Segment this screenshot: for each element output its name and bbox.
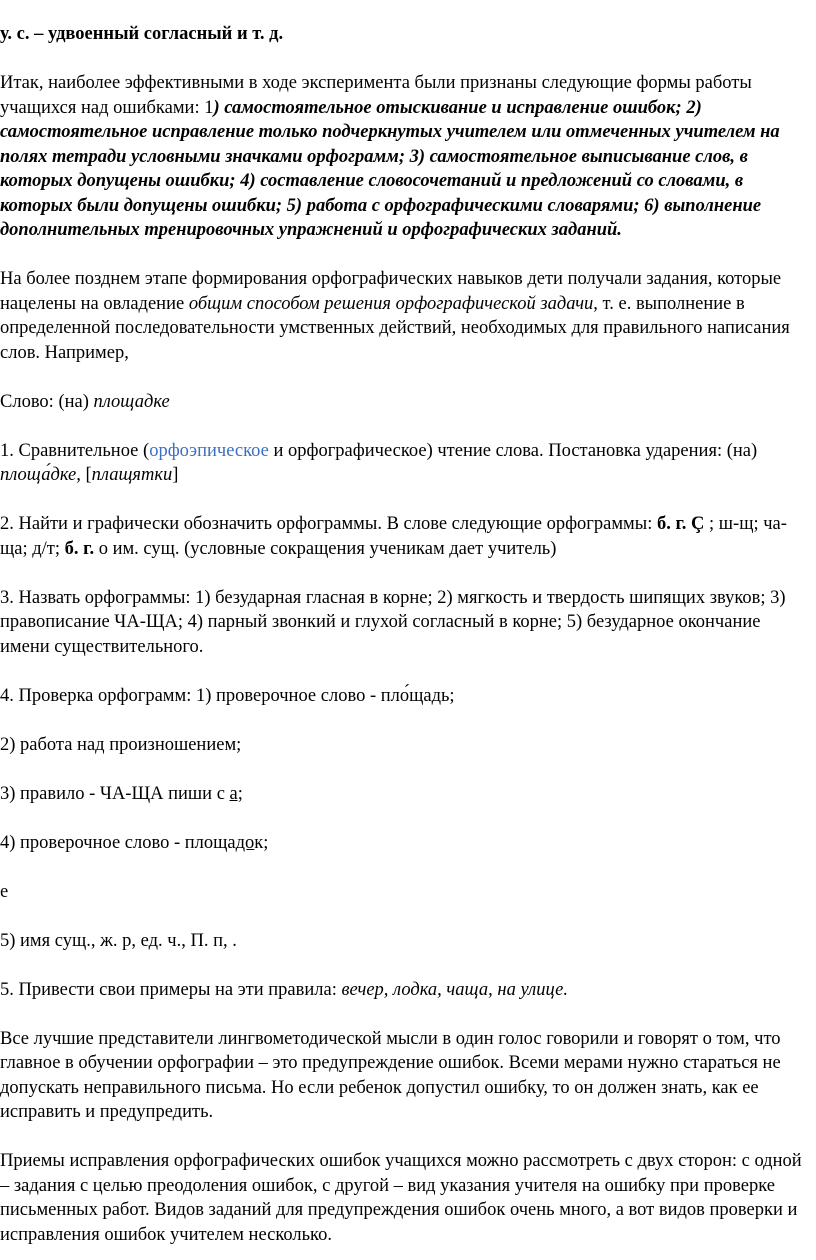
step-1 [0, 439, 814, 488]
step-2-bold-1: б. г. Ç [656, 514, 705, 534]
step-2-bold-2: б. г. [64, 538, 95, 559]
paragraph-later-stage-a: На более позднем этапе формирования орфографических навыков дети получали задания, которые нацелены на овладение [0, 269, 782, 314]
step-4-item-4-underlined: до [235, 832, 255, 853]
abbreviation-text: у. с. – удвоенный согласный и т. д. [0, 24, 284, 44]
paragraph-prevention-text: Все лучшие представители лингвометодической мысли в один голос говорили и говорят о том, что главное в обучении орфографии – это предупреждение ошибок. Всеми мерами нужно стараться не допускать неправильного письма. Но если ребенок допустил ошибку, то он должен знать, как ее исправить и предупредить. [0, 1028, 781, 1122]
step-2-a: 2. Найти и графически обозначить орфограммы. В слове следующие орфограммы: [0, 514, 657, 534]
abbreviation-note [0, 22, 814, 47]
word-example-word: площадке [93, 391, 170, 412]
step-4-item-2 [0, 733, 814, 758]
paragraph-later-stage-b: , т. е. выполнение в определенной последовательности умственных действий, необходимых для правильного написания слов. Например, [0, 293, 790, 363]
paragraph-prevention [0, 1027, 814, 1125]
paragraph-work-forms-list: ) самостоятельное отыскивание и исправление ошибок; 2) самостоятельное исправление только подчеркнутых учителем или отмеченных учителем на полях тетради условными значками орфограмм; 3) самостоятельное выписывание слов, в которых допущены ошибки; 4) составление словосочетаний и предложений со словами, в которых были допущены ошибки; 5) работа с орфографическими словарями; 6) выполнение дополнительных тренировочных упражнений и орфографических заданий. [0, 97, 780, 240]
step-4 [0, 684, 814, 709]
paragraph-correction-methods-text: Приемы исправления орфографических ошибок учащихся можно рассмотреть с двух сторон: с одной – задания с целью преодоления ошибок, с другой – вид указания учителя на ошибку при проверке письменных работ. Видов заданий для предупреждения ошибок очень много, а вот видов проверки и исправления ошибок учителем несколько. [0, 1151, 802, 1245]
step-4-item-4-text: 4) проверочное слово - площа [0, 832, 236, 853]
step-5 [0, 978, 814, 1003]
orthoepic-link[interactable]: орфоэпическое [149, 440, 269, 461]
word-example-label: Слово: (на) [0, 391, 94, 412]
stray-letter-text: е [0, 881, 9, 902]
step-4-item-3-underlined: а; [229, 783, 243, 804]
word-example [0, 390, 814, 415]
paragraph-correction-methods [0, 1149, 814, 1247]
step-4-item-2-text: 2) работа над произношением; [0, 734, 242, 755]
paragraph-work-forms [0, 71, 814, 243]
step-4-item-4 [0, 831, 814, 856]
step-1-d: ] [172, 465, 179, 485]
step-2-b: ; ш-щ; ча-ща; д/т; [0, 514, 787, 559]
step-4-item-3-text: 3) правило - ЧА-ЩА пиши с [0, 783, 230, 804]
paragraph-work-forms-lead: Итак, наиболее эффективными в ходе эксперимента были признаны следующие формы работы учащихся над ошибками: 1 [0, 73, 752, 118]
step-2-c: о им. сущ. (условные сокращения ученикам дает учитель) [94, 538, 557, 559]
paragraph-later-stage-italic: общим способом решения орфографической задачи [188, 293, 594, 314]
stray-letter [0, 880, 814, 905]
step-1-a: 1. Сравнительное ( [0, 440, 150, 461]
paragraph-later-stage [0, 267, 814, 365]
step-4-item-5-text: 5) имя сущ., ж. р, ед. ч., П. п, . [0, 930, 237, 951]
step-5-examples: вечер, лодка, чаща, на улице. [341, 979, 569, 1000]
step-3-text: 3. Назвать орфограммы: 1) безударная гласная в корне; 2) мягкость и твердость шипящих звуков; 3) правописание ЧА-ЩА; 4) парный звонкий и глухой согласный в корне; 5) безударное окончание имени существительного. [0, 587, 786, 657]
step-5-text: 5. Привести свои примеры на эти правила: [0, 979, 342, 1000]
step-2 [0, 512, 814, 561]
step-1-stressed-word: площа́дке, [0, 465, 81, 485]
step-4-item-5 [0, 929, 814, 954]
step-4-text: 4. Проверка орфограмм: 1) проверочное слово - пло́щадь; [0, 685, 455, 706]
step-3 [0, 586, 814, 660]
step-1-b: и орфографическое) чтение слова. Постановка ударения: (на) [268, 440, 758, 461]
step-1-c: [ [80, 465, 92, 485]
step-4-item-3 [0, 782, 814, 807]
step-1-transcription: плащятки [91, 465, 173, 485]
step-4-item-4-end: к; [254, 832, 269, 853]
